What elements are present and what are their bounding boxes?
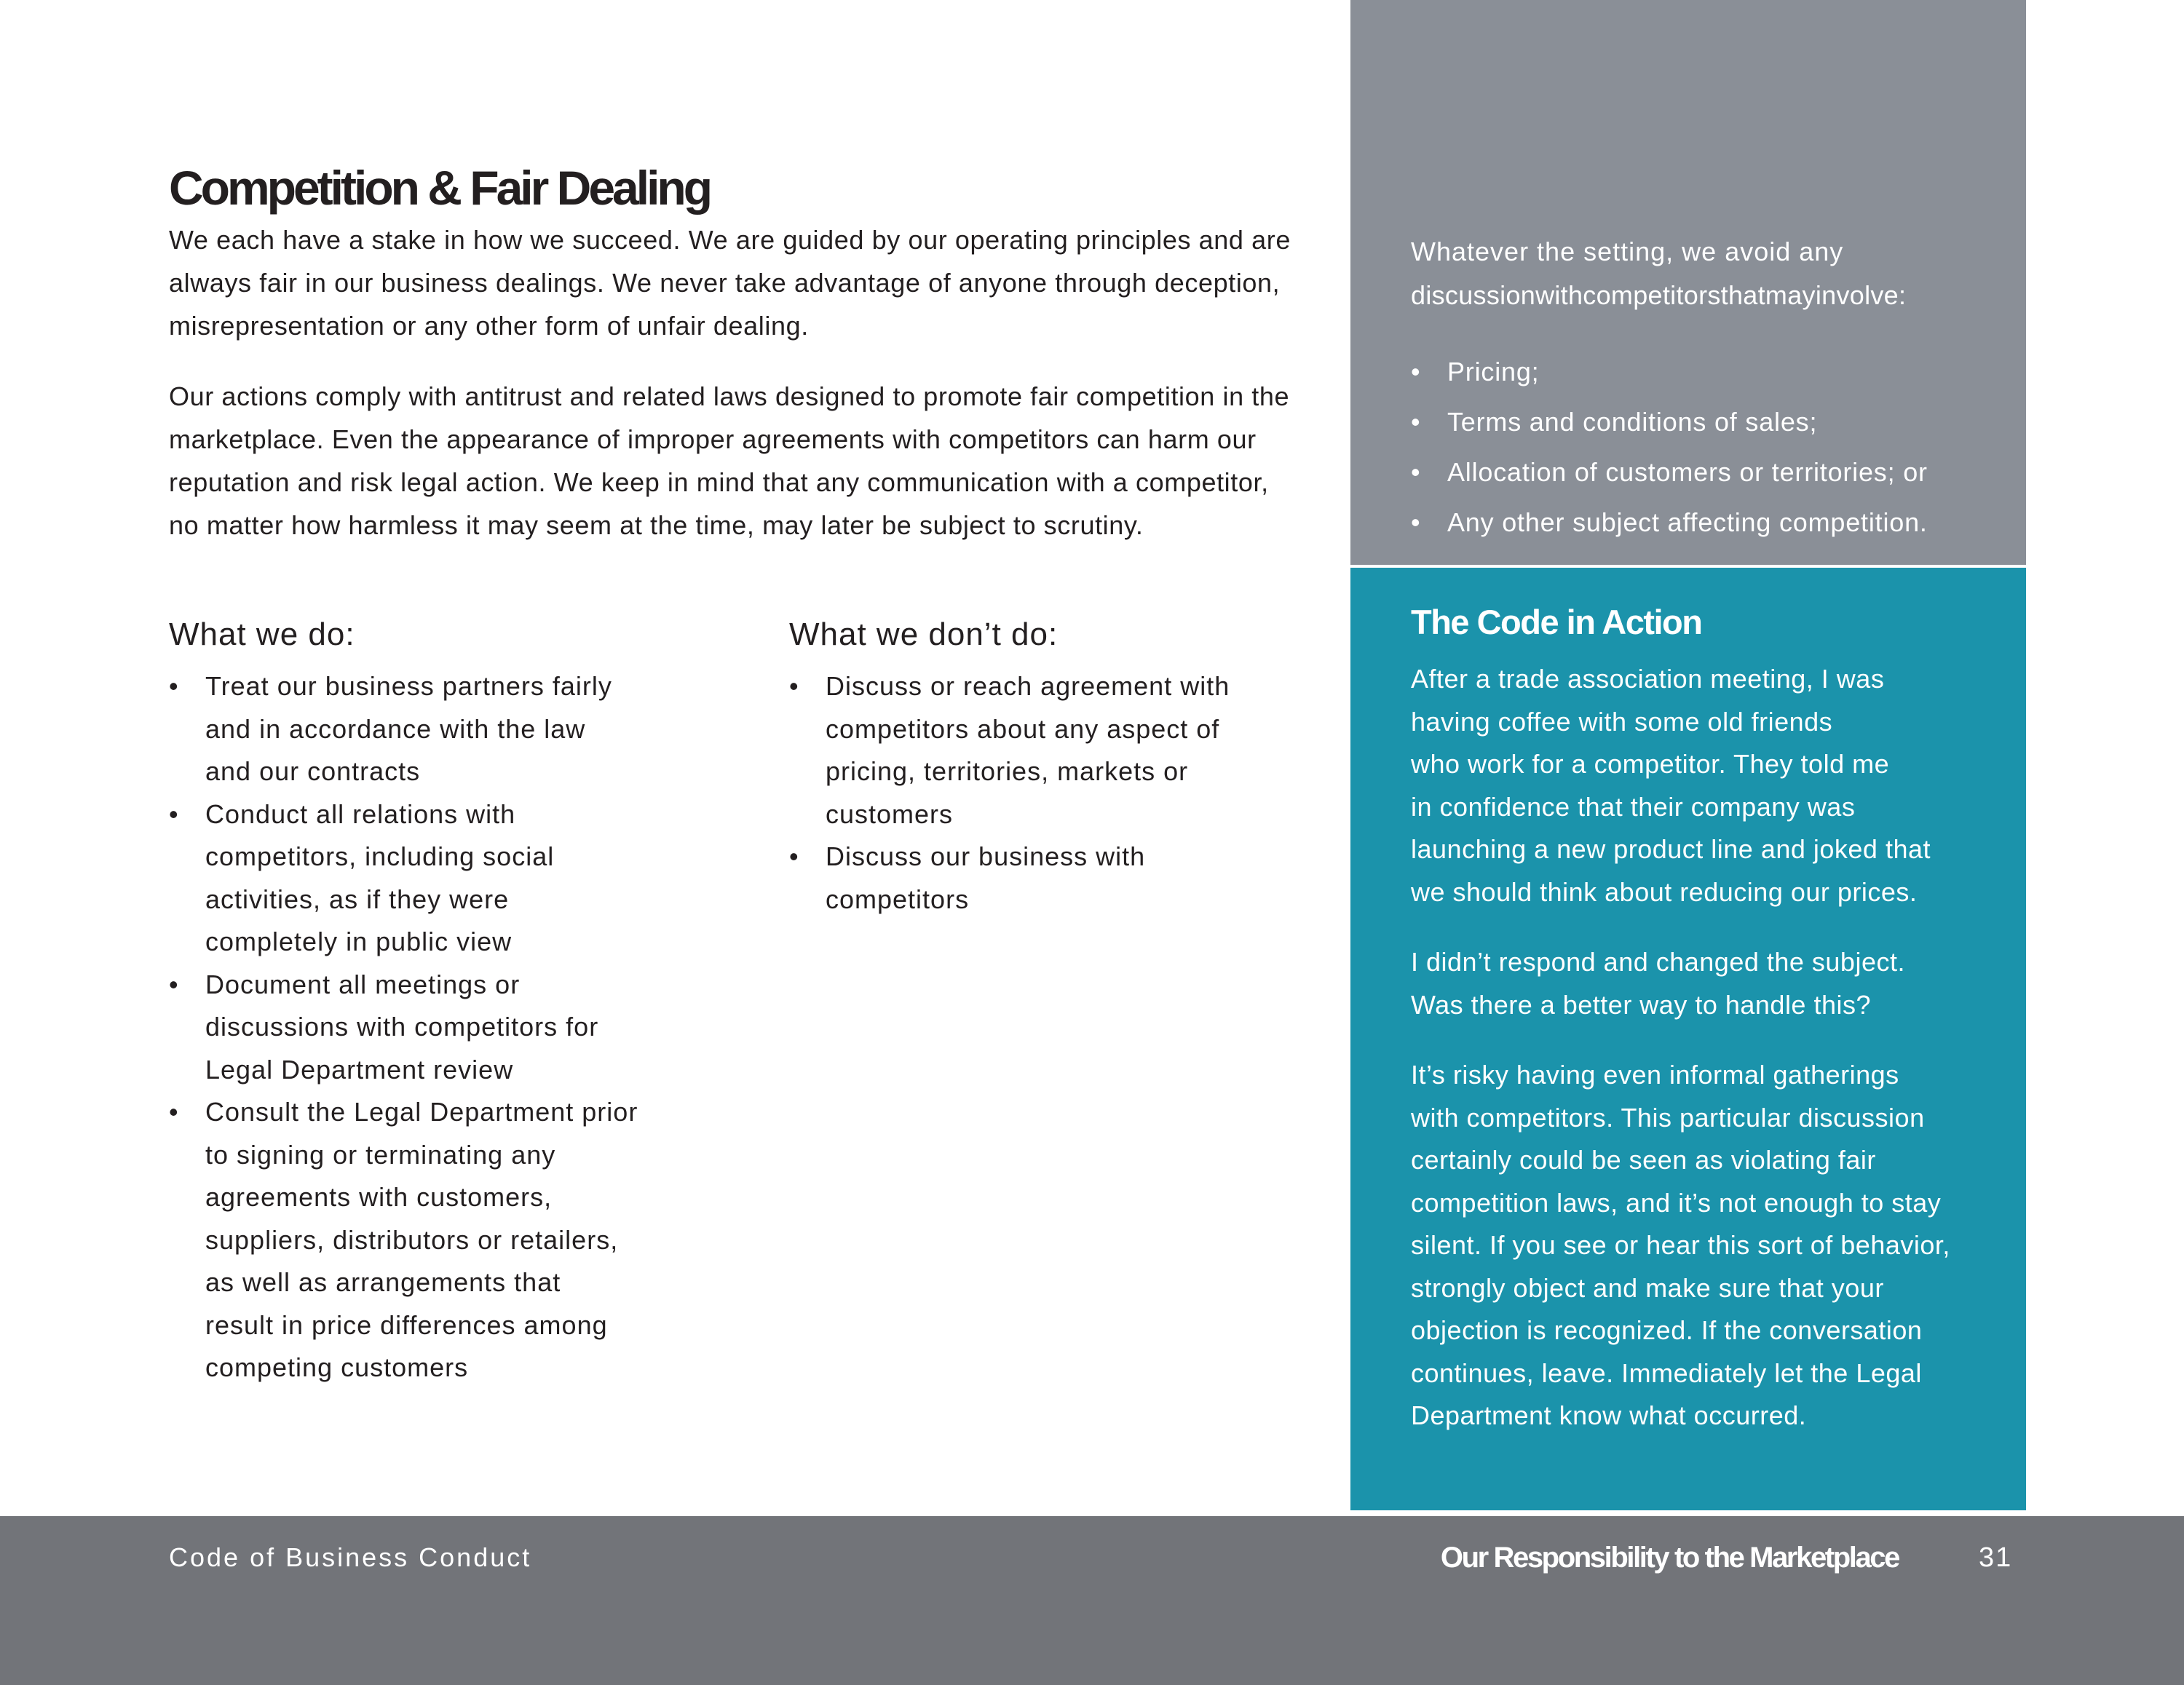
text-line: After a trade association meeting, I was xyxy=(1411,664,1885,694)
bullet-icon: • xyxy=(1411,357,1421,386)
list-item-text: Allocation of customers or territories; or xyxy=(1447,457,1928,487)
list-line: completely in public view xyxy=(205,927,513,956)
avoid-topics-lead xyxy=(1411,230,1993,317)
text-line: competition laws, and it’s not enough to stay xyxy=(1411,1187,1942,1218)
bullet-icon: • xyxy=(169,798,179,829)
text-line: Department know what occurred. xyxy=(1411,1400,1807,1430)
list-item xyxy=(1411,397,2008,447)
list-line: Discuss or reach agreement with xyxy=(826,671,1230,701)
text-line: I didn’t respond and changed the subject. xyxy=(1411,947,1905,977)
bullet-icon: • xyxy=(169,969,179,999)
what-we-dont-do-heading: What we don’t do: xyxy=(789,616,1059,652)
bullet-icon: • xyxy=(1411,457,1421,487)
what-we-do-list xyxy=(169,665,766,1389)
list-item-text: Terms and conditions of sales; xyxy=(1447,407,1818,437)
list-item xyxy=(789,665,1313,836)
list-line: competitors, including social xyxy=(205,841,555,871)
list-item xyxy=(1411,346,2008,397)
bullet-icon: • xyxy=(1411,407,1421,437)
list-line: result in price differences among xyxy=(205,1309,608,1340)
list-line: to signing or terminating any xyxy=(205,1139,556,1170)
list-line: Consult the Legal Department prior xyxy=(205,1097,638,1127)
list-line: competitors about any aspect of xyxy=(826,713,1220,744)
list-item xyxy=(789,836,1313,921)
list-line: Document all meetings or xyxy=(205,969,521,999)
page-number: 31 xyxy=(1979,1542,2013,1573)
list-line: agreements with customers, xyxy=(205,1182,553,1212)
avoid-topics-panel xyxy=(1350,0,2026,565)
list-line: pricing, territories, markets or xyxy=(826,756,1189,786)
bullet-icon: • xyxy=(789,671,799,701)
list-line: customers xyxy=(826,798,954,829)
page-footer xyxy=(0,1516,2184,1685)
code-in-action-heading: The Code in Action xyxy=(1411,603,1702,641)
text-line: silent. If you see or hear this sort of behavior, xyxy=(1411,1230,1950,1260)
bullet-icon: • xyxy=(1411,507,1421,537)
text-line: It’s risky having even informal gatherings xyxy=(1411,1060,1899,1090)
code-in-action-paragraph xyxy=(1411,941,2008,1026)
page-title: Competition & Fair Dealing xyxy=(169,161,711,215)
intro-paragraph: We each have a stake in how we succeed. We are guided by our operating principles and are always fair in our business dealings. We never take advantage of anyone through deception, misrepresentation or any other form of unfair dealing. xyxy=(169,225,1291,341)
list-item xyxy=(169,964,766,1092)
list-line: Legal Department review xyxy=(205,1054,514,1085)
what-we-do-heading: What we do: xyxy=(169,616,355,652)
avoid-topics-lead-line: Whatever the setting, we avoid any xyxy=(1411,237,1844,266)
list-item xyxy=(169,665,766,793)
avoid-topics-list xyxy=(1411,346,2008,547)
what-we-dont-do-section xyxy=(789,613,1313,921)
list-item-text: Any other subject affecting competition. xyxy=(1447,507,1928,537)
list-line: competitors xyxy=(826,884,970,914)
list-line: as well as arrangements that xyxy=(205,1267,561,1297)
text-line: with competitors. This particular discussion xyxy=(1411,1102,1925,1133)
list-line: Conduct all relations with xyxy=(205,798,516,829)
list-line: and in accordance with the law xyxy=(205,713,586,744)
list-line: Treat our business partners fairly xyxy=(205,671,612,701)
list-line: discussions with competitors for xyxy=(205,1012,599,1042)
list-line: Discuss our business with xyxy=(826,841,1146,871)
text-line: objection is recognized. If the conversation xyxy=(1411,1315,1923,1345)
intro-text xyxy=(169,218,1305,574)
bullet-icon: • xyxy=(169,671,179,701)
section-title: Our Responsibility to the Marketplace xyxy=(1440,1542,1899,1574)
list-line: activities, as if they were xyxy=(205,884,510,914)
text-line: launching a new product line and joked that xyxy=(1411,834,1931,864)
text-line: who work for a competitor. They told me xyxy=(1411,749,1890,779)
text-line: strongly object and make sure that your xyxy=(1411,1272,1884,1303)
list-item xyxy=(169,1091,766,1389)
what-we-dont-do-list xyxy=(789,665,1313,921)
document-title: Code of Business Conduct xyxy=(169,1542,532,1572)
list-item-text: Pricing; xyxy=(1447,357,1540,386)
list-line: and our contracts xyxy=(205,756,421,786)
list-item xyxy=(1411,497,2008,547)
bullet-icon: • xyxy=(169,1097,179,1127)
code-in-action-panel xyxy=(1350,568,2026,1510)
code-in-action-paragraph xyxy=(1411,658,2008,913)
list-line: competing customers xyxy=(205,1352,469,1382)
code-in-action-body xyxy=(1411,658,2008,1465)
avoid-topics-lead-line: discussionwithcompetitorsthatmayinvolve: xyxy=(1411,280,1907,310)
list-item xyxy=(1411,447,2008,497)
text-line: certainly could be seen as violating fair xyxy=(1411,1145,1876,1175)
text-line: Was there a better way to handle this? xyxy=(1411,989,1872,1020)
intro-paragraph: Our actions comply with antitrust and related laws designed to promote fair competition in the marketplace. Even the appearance of improper agreements with competitors can harm our reputation and risk legal action. We keep in mind that any communication with a competitor, no matter how harmless it may seem at the time, may later be subject to scrutiny. xyxy=(169,381,1290,540)
text-line: having coffee with some old friends xyxy=(1411,706,1833,737)
text-line: continues, leave. Immediately let the Legal xyxy=(1411,1357,1922,1388)
code-in-action-paragraph xyxy=(1411,1054,2008,1438)
text-line: in confidence that their company was xyxy=(1411,791,1856,822)
list-line: suppliers, distributors or retailers, xyxy=(205,1224,619,1255)
text-line: we should think about reducing our prices. xyxy=(1411,876,1918,907)
bullet-icon: • xyxy=(789,841,799,871)
list-item xyxy=(169,793,766,964)
what-we-do-section xyxy=(169,613,766,1389)
